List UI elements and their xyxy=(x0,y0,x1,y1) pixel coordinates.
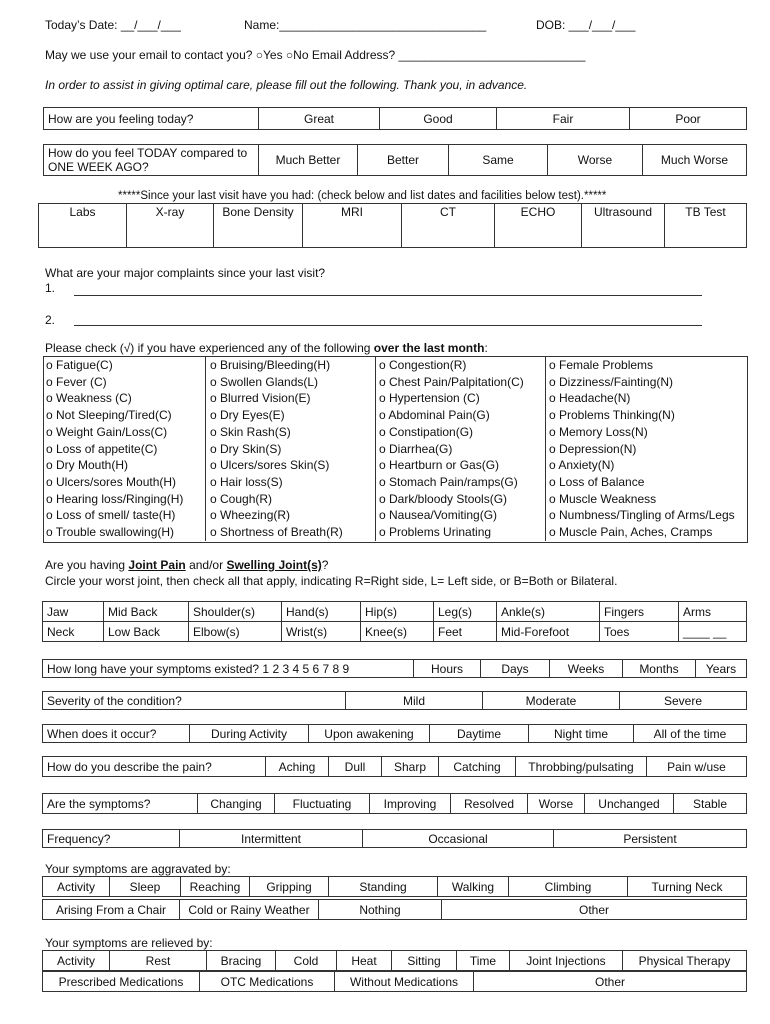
severity-severe[interactable]: Severe xyxy=(620,692,747,710)
symptom-item[interactable]: o Bruising/Bleeding(H) xyxy=(210,358,331,372)
symptoms-improving[interactable]: Improving xyxy=(370,794,451,814)
relieved-without-meds[interactable]: Without Medications xyxy=(335,972,474,992)
relieved-table-row1 xyxy=(42,950,747,971)
feeling-table xyxy=(43,107,747,130)
symptom-item[interactable]: o Dry Eyes(E) xyxy=(210,408,285,423)
aggravated-sleep[interactable]: Sleep xyxy=(110,877,181,897)
symptom-item[interactable]: o Hearing loss/Ringing(H) xyxy=(46,491,184,506)
symptoms-fluctuating[interactable]: Fluctuating xyxy=(275,794,370,814)
relieved-cold[interactable]: Cold xyxy=(276,951,337,971)
symptom-item[interactable]: o Muscle Pain, Aches, Cramps xyxy=(549,525,713,540)
duration-days[interactable]: Days xyxy=(481,660,550,678)
frequency-table xyxy=(42,829,747,848)
joint-q-pre: Are you having xyxy=(45,558,129,572)
symptom-item[interactable]: o Dry Mouth(H) xyxy=(46,458,129,473)
symptom-item[interactable]: o Congestion(R) xyxy=(379,358,467,372)
symptom-item[interactable]: o Shortness of Breath(R) xyxy=(210,525,343,540)
aggravated-cold-weather[interactable]: Cold or Rainy Weather xyxy=(180,900,319,920)
compared-worse[interactable]: Worse xyxy=(548,145,643,176)
symptom-column-2 xyxy=(210,357,343,541)
aggravated-other[interactable]: Other xyxy=(442,900,747,920)
compared-same[interactable]: Same xyxy=(449,145,548,176)
symptom-item[interactable]: o Ulcers/sores Mouth(H) xyxy=(46,474,177,489)
symptom-item[interactable]: o Swollen Glands(L) xyxy=(210,374,319,389)
duration-years[interactable]: Years xyxy=(696,660,747,678)
symptom-item[interactable]: o Fatigue(C) xyxy=(46,358,113,372)
symptom-item[interactable]: o Nausea/Vomiting(G) xyxy=(379,508,498,523)
joint-knees[interactable]: Knee(s) xyxy=(361,622,434,642)
symptom-item[interactable]: o Dry Skin(S) xyxy=(210,441,282,456)
symptom-item[interactable]: o Hair loss(S) xyxy=(210,474,283,489)
aggravated-activity[interactable]: Activity xyxy=(43,877,110,897)
symptom-item[interactable]: o Abdominal Pain(G) xyxy=(379,408,490,423)
describe-sharp[interactable]: Sharp xyxy=(382,757,439,777)
frequency-occasional[interactable]: Occasional xyxy=(363,830,554,848)
symptom-column-3 xyxy=(379,357,524,541)
joint-legs[interactable]: Leg(s) xyxy=(434,602,497,622)
relieved-title: Your symptoms are relieved by: xyxy=(45,936,213,950)
dob-field[interactable]: DOB: ___/___/___ xyxy=(536,18,636,32)
symptom-item[interactable]: o Problems Urinating xyxy=(379,525,492,540)
relieved-sitting[interactable]: Sitting xyxy=(392,951,457,971)
email-question[interactable]: May we use your email to contact you? ○Yes ○No Email Address? ____________________________ xyxy=(45,48,586,62)
joint-wrists[interactable]: Wrist(s) xyxy=(282,622,361,642)
aggravated-table-row1 xyxy=(42,876,747,897)
compared-better[interactable]: Better xyxy=(358,145,449,176)
relieved-joint-injections[interactable]: Joint Injections xyxy=(510,951,623,971)
duration-label: How long have your symptoms existed? 1 2 3 4 5 6 7 8 9 xyxy=(43,660,414,678)
relieved-table-row2 xyxy=(42,971,747,992)
joint-other-blank[interactable]: ____ __ xyxy=(679,622,747,642)
symptom-item[interactable]: o Heartburn or Gas(G) xyxy=(379,458,500,473)
symptom-item[interactable]: o Constipation(G) xyxy=(379,424,474,439)
symptom-item[interactable]: o Loss of Balance xyxy=(549,474,645,489)
joint-q-mid: and/or xyxy=(185,558,227,572)
joint-feet[interactable]: Feet xyxy=(434,622,497,642)
feeling-fair[interactable]: Fair xyxy=(497,108,630,130)
test-bone-density[interactable]: Bone Density xyxy=(214,204,303,248)
symptom-item[interactable]: o Problems Thinking(N) xyxy=(549,408,675,423)
describe-table xyxy=(42,756,747,777)
aggravated-walking[interactable]: Walking xyxy=(438,877,509,897)
frequency-persistent[interactable]: Persistent xyxy=(554,830,747,848)
symptoms-stable[interactable]: Stable xyxy=(674,794,747,814)
joint-neck[interactable]: Neck xyxy=(43,622,104,642)
occur-all-time[interactable]: All of the time xyxy=(634,725,747,743)
symptom-item[interactable]: o Blurred Vision(E) xyxy=(210,391,311,406)
name-field[interactable]: Name:_______________________________ xyxy=(244,18,487,32)
aggravated-gripping[interactable]: Gripping xyxy=(250,877,329,897)
occur-daytime[interactable]: Daytime xyxy=(430,725,529,743)
describe-label: How do you describe the pain? xyxy=(43,757,266,777)
occur-upon-awakening[interactable]: Upon awakening xyxy=(309,725,430,743)
joint-ankles[interactable]: Ankle(s) xyxy=(497,602,600,622)
relieved-physical-therapy[interactable]: Physical Therapy xyxy=(623,951,747,971)
complaint-1-number: 1. xyxy=(45,281,56,295)
feeling-label: How are you feeling today? xyxy=(44,108,259,130)
symptom-item[interactable]: o Weakness (C) xyxy=(46,391,132,406)
relieved-time[interactable]: Time xyxy=(457,951,510,971)
symptom-item[interactable]: o Wheezing(R) xyxy=(210,508,291,523)
symptom-divider-3 xyxy=(545,356,546,541)
compared-label: How do you feel TODAY compared to ONE WEEK AGO? xyxy=(44,145,259,176)
symptoms-label: Are the symptoms? xyxy=(43,794,198,814)
complaints-question: What are your major complaints since your last visit? xyxy=(45,266,326,280)
occur-night-time[interactable]: Night time xyxy=(529,725,634,743)
describe-catching[interactable]: Catching xyxy=(439,757,516,777)
relieved-bracing[interactable]: Bracing xyxy=(207,951,276,971)
relieved-other[interactable]: Other xyxy=(474,972,747,992)
test-xray[interactable]: X-ray xyxy=(127,204,214,248)
symptom-item[interactable]: o Muscle Weakness xyxy=(549,491,657,506)
joint-table xyxy=(42,601,747,642)
frequency-intermittent[interactable]: Intermittent xyxy=(180,830,363,848)
symptoms-table xyxy=(42,793,747,814)
duration-weeks[interactable]: Weeks xyxy=(550,660,623,678)
aggravated-arising-chair[interactable]: Arising From a Chair xyxy=(43,900,180,920)
complaint-1-line[interactable] xyxy=(74,295,702,296)
joint-question xyxy=(45,558,328,572)
symptom-divider-2 xyxy=(375,356,376,541)
joint-hips[interactable]: Hip(s) xyxy=(361,602,434,622)
aggravated-reaching[interactable]: Reaching xyxy=(181,877,250,897)
symptom-item[interactable]: o Stomach Pain/ramps(G) xyxy=(379,474,518,489)
duration-hours[interactable]: Hours xyxy=(414,660,481,678)
check-prefix: Please check (√) if you have experienced any of the following xyxy=(45,341,374,355)
joint-mid-back[interactable]: Mid Back xyxy=(104,602,189,622)
intro-text: In order to assist in giving optimal care, please fill out the following. Thank you, in advance. xyxy=(45,78,528,92)
aggravated-nothing[interactable]: Nothing xyxy=(319,900,442,920)
aggravated-turning-neck[interactable]: Turning Neck xyxy=(628,877,747,897)
symptoms-unchanged[interactable]: Unchanged xyxy=(585,794,674,814)
describe-aching[interactable]: Aching xyxy=(266,757,329,777)
joint-instruction: Circle your worst joint, then check all that apply, indicating R=Right side, L= Left side, or B=Both or Bilateral. xyxy=(45,574,618,588)
aggravated-title: Your symptoms are aggravated by: xyxy=(45,862,231,876)
joint-fingers[interactable]: Fingers xyxy=(600,602,679,622)
symptoms-changing[interactable]: Changing xyxy=(198,794,275,814)
joint-low-back[interactable]: Low Back xyxy=(104,622,189,642)
feeling-great[interactable]: Great xyxy=(259,108,380,130)
symptom-item[interactable]: o Dark/bloody Stools(G) xyxy=(379,491,508,506)
symptom-item[interactable]: o Chest Pain/Palpitation(C) xyxy=(379,374,524,389)
describe-dull[interactable]: Dull xyxy=(329,757,382,777)
aggravated-table-row2 xyxy=(42,899,747,920)
symptom-item[interactable]: o Ulcers/sores Skin(S) xyxy=(210,458,330,473)
symptom-item[interactable]: o Fever (C) xyxy=(46,374,107,389)
joint-arms[interactable]: Arms xyxy=(679,602,747,622)
symptom-item[interactable]: o Trouble swallowing(H) xyxy=(46,525,175,540)
symptom-divider-1 xyxy=(205,356,206,541)
joint-q-end: ? xyxy=(321,558,329,572)
symptom-item[interactable]: o Not Sleeping/Tired(C) xyxy=(46,408,172,423)
duration-table xyxy=(42,659,747,678)
test-echo[interactable]: ECHO xyxy=(495,204,582,248)
feeling-poor[interactable]: Poor xyxy=(630,108,747,130)
compared-table xyxy=(43,144,747,176)
aggravated-climbing[interactable]: Climbing xyxy=(509,877,628,897)
joint-hands[interactable]: Hand(s) xyxy=(282,602,361,622)
feeling-good[interactable]: Good xyxy=(380,108,497,130)
relieved-prescribed-meds[interactable]: Prescribed Medications xyxy=(43,972,200,992)
tests-table xyxy=(38,203,747,248)
joint-toes[interactable]: Toes xyxy=(600,622,679,642)
symptom-item[interactable]: o Memory Loss(N) xyxy=(549,424,648,439)
symptom-item[interactable]: o Hypertension (C) xyxy=(379,391,480,406)
describe-throbbing[interactable]: Throbbing/pulsating xyxy=(516,757,647,777)
complaint-2-number: 2. xyxy=(45,313,56,327)
swelling-joint-label: Swelling Joint(s) xyxy=(226,558,322,572)
tests-header: *****Since your last visit have you had: (check below and list dates and facilities below test).***** xyxy=(118,190,607,202)
compared-much-worse[interactable]: Much Worse xyxy=(643,145,747,176)
severity-label: Severity of the condition? xyxy=(43,692,346,710)
occur-table xyxy=(42,724,747,743)
joint-shoulders[interactable]: Shoulder(s) xyxy=(189,602,282,622)
severity-moderate[interactable]: Moderate xyxy=(483,692,620,710)
test-labs[interactable]: Labs xyxy=(39,204,127,248)
symptom-item[interactable]: o Loss of smell/ taste(H) xyxy=(46,508,176,523)
occur-label: When does it occur? xyxy=(43,725,190,743)
symptom-item[interactable]: o Loss of appetite(C) xyxy=(46,441,158,456)
symptom-item[interactable]: o Headache(N) xyxy=(549,391,631,406)
joint-elbows[interactable]: Elbow(s) xyxy=(189,622,282,642)
compared-much-better[interactable]: Much Better xyxy=(259,145,358,176)
joint-mid-forefoot[interactable]: Mid-Forefoot xyxy=(497,622,600,642)
relieved-heat[interactable]: Heat xyxy=(337,951,392,971)
symptom-item[interactable]: o Diarrhea(G) xyxy=(379,441,453,456)
complaint-2-line[interactable] xyxy=(74,325,702,326)
occur-during-activity[interactable]: During Activity xyxy=(190,725,309,743)
test-ct[interactable]: CT xyxy=(402,204,495,248)
severity-table xyxy=(42,691,747,710)
symptom-item[interactable]: o Numbness/Tingling of Arms/Legs xyxy=(549,508,735,523)
aggravated-standing[interactable]: Standing xyxy=(329,877,438,897)
test-ultrasound[interactable]: Ultrasound xyxy=(582,204,665,248)
joint-pain-label: Joint Pain xyxy=(128,558,186,572)
relieved-rest[interactable]: Rest xyxy=(110,951,207,971)
relieved-activity[interactable]: Activity xyxy=(43,951,110,971)
test-tb[interactable]: TB Test xyxy=(665,204,747,248)
symptom-item[interactable]: o Weight Gain/Loss(C) xyxy=(46,424,168,439)
symptom-column-1 xyxy=(46,357,183,541)
symptom-item[interactable]: o Dizziness/Fainting(N) xyxy=(549,374,674,389)
check-bold: over the last month xyxy=(373,341,485,355)
relieved-otc-meds[interactable]: OTC Medications xyxy=(200,972,335,992)
frequency-label: Frequency? xyxy=(43,830,180,848)
symptom-item[interactable]: o Anxiety(N) xyxy=(549,458,615,473)
symptom-item[interactable]: o Skin Rash(S) xyxy=(210,424,291,439)
describe-pain-use[interactable]: Pain w/use xyxy=(647,757,747,777)
check-suffix: : xyxy=(484,341,488,355)
symptoms-worse[interactable]: Worse xyxy=(528,794,585,814)
symptom-item[interactable]: o Female Problems xyxy=(549,358,654,372)
symptoms-resolved[interactable]: Resolved xyxy=(451,794,528,814)
joint-jaw[interactable]: Jaw xyxy=(43,602,104,622)
date-field[interactable]: Today’s Date: __/___/___ xyxy=(45,18,181,32)
severity-mild[interactable]: Mild xyxy=(346,692,483,710)
duration-months[interactable]: Months xyxy=(623,660,696,678)
symptom-item[interactable]: o Depression(N) xyxy=(549,441,637,456)
test-mri[interactable]: MRI xyxy=(303,204,402,248)
symptom-item[interactable]: o Cough(R) xyxy=(210,491,273,506)
check-instruction xyxy=(45,341,488,355)
symptom-column-4 xyxy=(549,357,735,541)
